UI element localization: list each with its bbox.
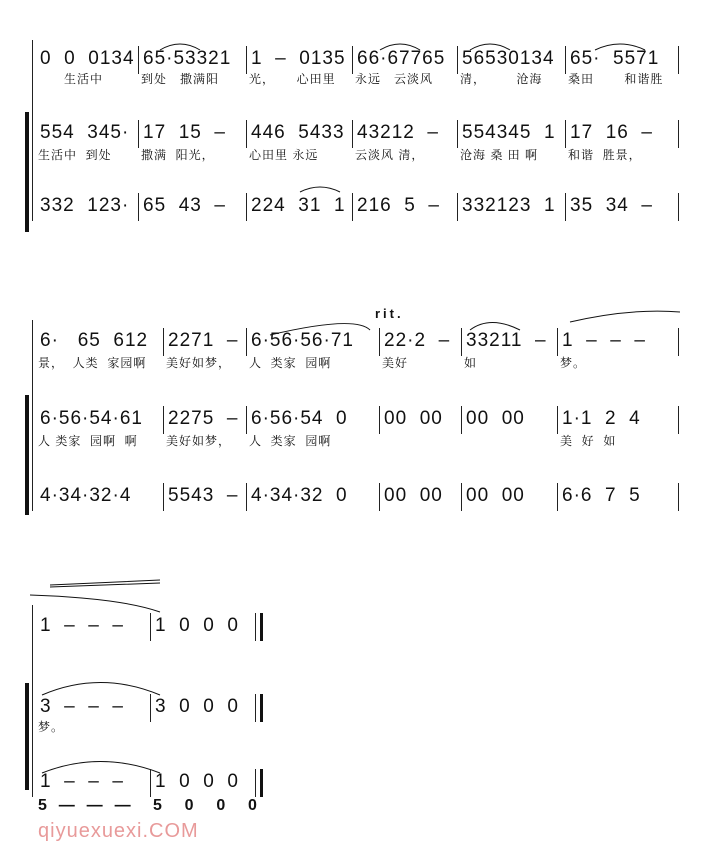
measure-notes: 2271 – [168,330,239,351]
measure-lyrics: 桑田 和谐胜 [568,72,664,86]
measure-notes: 1 – 0135 [251,48,346,69]
decrescendo [50,580,160,587]
barline [246,120,247,148]
barline [163,406,164,434]
measure-lyrics: 美好如梦， [166,356,232,370]
measure-lyrics: 5 0 0 0 [153,797,258,814]
barline [255,769,256,797]
measure-notes: 332123 1 [462,195,556,216]
barline [557,483,558,511]
barline [565,120,566,148]
measure-lyrics: 生活中 [38,72,104,86]
measure-notes: 56530134 [462,48,555,69]
barline [678,483,679,511]
barline [150,613,151,641]
barline [678,46,679,74]
measure-notes: 0 0 0134 [40,48,135,69]
measure-notes: 6·56·54·61 [40,408,143,429]
barline [565,193,566,221]
measure-notes: 3 0 0 0 [155,696,239,717]
slur [300,187,340,192]
measure-notes: 5543 – [168,485,239,506]
barline [678,328,679,356]
barline [457,193,458,221]
measure-lyrics: 美好如梦， [166,434,232,448]
measure-notes: 554 345· [40,122,130,143]
final-barline [260,694,263,722]
barline [163,328,164,356]
measure-lyrics: 美 好 如 [560,434,617,448]
barline [138,120,139,148]
watermark: qiyuexuexi.COM [38,820,199,842]
measure-notes: 33211 – [466,330,547,351]
barline [457,120,458,148]
measure-notes: 65· 5571 [570,48,660,69]
measure-notes: 66·67765 [357,48,446,69]
barline [163,483,164,511]
measure-notes: 00 00 [466,408,525,429]
barline [246,46,247,74]
barline [379,406,380,434]
measure-lyrics: 光， 心田里 [249,72,336,86]
final-barline [260,613,263,641]
measure-lyrics: 梦。 [38,720,65,734]
tie [42,683,160,696]
barline [352,46,353,74]
slur [570,311,680,322]
measure-lyrics: 云淡风 清， [355,148,425,162]
measure-lyrics: 生活中 到处 [38,148,112,162]
measure-notes: 35 34 – [570,195,653,216]
barline [150,694,151,722]
barline [457,46,458,74]
measure-notes: 65·53321 [143,48,232,69]
measure-notes: 1 – – – [562,330,646,351]
ritardando-marking: rit. [375,306,404,321]
measure-notes: 6·56·54 0 [251,408,348,429]
barline [678,406,679,434]
measure-notes: 17 16 – [570,122,653,143]
measure-notes: 6·6 7 5 [562,485,641,506]
measure-notes: 65 43 – [143,195,226,216]
measure-lyrics: 美好 [382,356,409,370]
measure-notes: 1·1 2 4 [562,408,641,429]
measure-notes: 6· 65 612 [40,330,149,351]
measure-lyrics: 5 — — — [38,797,132,814]
barline [246,483,247,511]
tie [30,595,160,612]
measure-notes: 17 15 – [143,122,226,143]
staff-bracket [25,112,29,232]
measure-lyrics: 永远 云淡风 [355,72,434,86]
measure-notes: 2275 – [168,408,239,429]
measure-notes: 332 123· [40,195,130,216]
barline [352,193,353,221]
measure-notes: 1 – – – [40,615,124,636]
barline [246,406,247,434]
measure-notes: 43212 – [357,122,439,143]
measure-notes: 1 – – – [40,771,124,792]
measure-lyrics: 和谐 胜景， [568,148,642,162]
measure-notes: 00 00 [384,485,443,506]
barline [678,193,679,221]
final-barline [260,769,263,797]
barline [461,483,462,511]
barline [138,46,139,74]
barline [246,193,247,221]
measure-notes: 1 0 0 0 [155,771,239,792]
barline [461,406,462,434]
measure-notes: 3 – – – [40,696,124,717]
barline [246,328,247,356]
measure-lyrics: 到处 撒满阳 [141,72,220,86]
system-line [32,605,33,797]
measure-notes: 554345 1 [462,122,556,143]
barline [379,328,380,356]
measure-lyrics: 沧海 桑 田 啊 [460,148,539,162]
staff-bracket [25,395,29,515]
measure-lyrics: 撒满 阳光， [141,148,215,162]
measure-notes: 22·2 – [384,330,451,351]
measure-notes: 216 5 – [357,195,440,216]
measure-notes: 4·34·32 0 [251,485,348,506]
barline [557,406,558,434]
staff-bracket [25,683,29,790]
measure-lyrics: 人 类家 园啊 啊 [38,434,138,448]
barline [379,483,380,511]
measure-lyrics: 心田里 永远 [249,148,319,162]
measure-lyrics: 梦。 [560,356,587,370]
barline [255,613,256,641]
slur [470,323,520,331]
measure-notes: 4·34·32·4 [40,485,132,506]
measure-notes: 1 0 0 0 [155,615,239,636]
barline [557,328,558,356]
measure-lyrics: 清， 沧海 [460,72,543,86]
measure-notes: 446 5433 [251,122,345,143]
measure-notes: 224 31 1 [251,195,346,216]
barline [150,769,151,797]
barline [255,694,256,722]
measure-lyrics: 人 类家 园啊 [249,434,332,448]
measure-notes: 00 00 [384,408,443,429]
measure-lyrics: 如 [464,356,478,370]
measure-lyrics: 景， 人类 家园啊 [38,356,147,370]
system-line [32,320,33,511]
barline [678,120,679,148]
system-line [32,40,33,221]
measure-lyrics: 人 类家 园啊 [249,356,332,370]
measure-notes: 6·56·56·71 [251,330,354,351]
barline [461,328,462,356]
barline [138,193,139,221]
barline [352,120,353,148]
measure-notes: 00 00 [466,485,525,506]
barline [565,46,566,74]
